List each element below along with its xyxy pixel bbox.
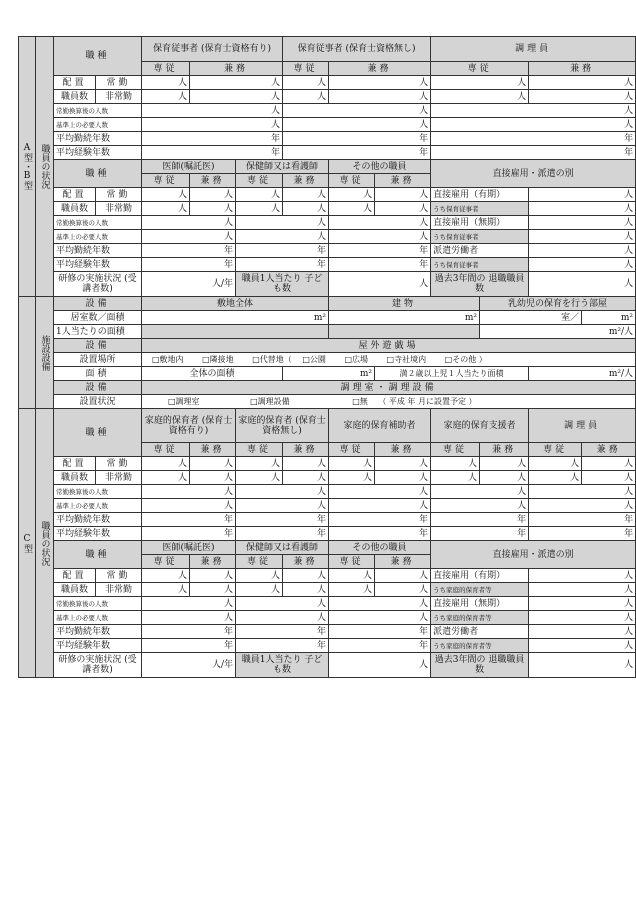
input-cell[interactable]: 人 <box>283 202 329 216</box>
table-type-c <box>18 408 636 678</box>
input-cell[interactable]: 人 <box>236 485 329 499</box>
label-haichi: 配置 <box>54 76 96 90</box>
input-cell[interactable]: 人 <box>283 90 329 104</box>
input-cell[interactable]: 人 <box>283 471 329 485</box>
input-cell[interactable]: 人 <box>329 471 375 485</box>
input-cell[interactable]: 年 <box>283 132 431 146</box>
input-cell[interactable]: 人 <box>190 76 283 90</box>
label-hitsuyo: 基準上の必要人数 <box>54 230 142 244</box>
table-facility <box>18 296 636 409</box>
input-cell[interactable]: 人 <box>142 611 236 625</box>
label-per-staff: 職員1人当たり 子ども数 <box>236 653 329 678</box>
input-cell[interactable]: 人 <box>142 597 236 611</box>
col-senju: 専従 <box>329 174 375 188</box>
label-taishoku: 過去3年間の 退職職員数 <box>431 272 529 297</box>
input-cell[interactable]: 人 <box>142 76 190 90</box>
input-cell[interactable]: 人 <box>236 202 283 216</box>
input-cell[interactable]: 人 <box>283 569 329 583</box>
input-cell[interactable]: 人 <box>236 188 283 202</box>
header-tatemono: 建物 <box>329 297 480 311</box>
header-shokushu: 職種 <box>54 160 142 188</box>
input-cell[interactable]: 人 <box>329 216 431 230</box>
input-cell[interactable]: 人 <box>529 244 636 258</box>
input-cell[interactable]: 人 <box>431 90 529 104</box>
label-setchi-jokyo: 設置状況 <box>54 395 142 409</box>
input-cell[interactable]: 人 <box>283 104 431 118</box>
checkbox-daitai[interactable]: □代替地（ <box>252 354 292 364</box>
input-cell[interactable]: 人 <box>529 90 636 104</box>
col-senju: 専従 <box>431 62 529 76</box>
input-cell[interactable]: 人 <box>329 569 375 583</box>
input-cell[interactable]: 人 <box>431 76 529 90</box>
col-kenmu: 兼務 <box>529 62 636 76</box>
input-cell[interactable]: 人 <box>329 499 431 513</box>
location-options <box>142 353 636 367</box>
header-nurse: 保健師又は看護師 <box>236 160 329 174</box>
input-cell[interactable]: 人 <box>529 485 636 499</box>
label-hijokin: 非常勤 <box>96 471 142 485</box>
input-cell[interactable]: 人 <box>375 202 431 216</box>
input-cell[interactable]: 人 <box>431 457 480 471</box>
input-cell[interactable]: 人 <box>236 230 329 244</box>
input-cell[interactable]: 人 <box>190 90 283 104</box>
input-cell[interactable]: 人 <box>142 230 236 244</box>
input-cell[interactable]: 年 <box>329 639 431 653</box>
col-senju: 専従 <box>142 174 190 188</box>
checkbox-shikichinai[interactable]: □敷地内 <box>152 354 184 364</box>
blank-cell <box>329 325 480 339</box>
input-cell[interactable]: 人 <box>329 272 431 297</box>
input-cell[interactable]: 人 <box>236 457 283 471</box>
header-doctor: 医師(嘱託医) <box>142 541 236 555</box>
input-cell[interactable]: 人 <box>190 188 236 202</box>
input-cell[interactable]: 人 <box>190 583 236 597</box>
label-kanzan: 常勤換算後の人数 <box>54 216 142 230</box>
input-cell[interactable]: 年 <box>142 639 236 653</box>
input-cell[interactable]: 人 <box>329 90 431 104</box>
checkbox-koen[interactable]: □公園 <box>302 354 326 364</box>
col-kenmu: 兼務 <box>283 443 329 457</box>
input-cell[interactable]: 年 <box>236 258 329 272</box>
label-haichi: 配置 <box>54 188 96 202</box>
label-under2: 満２歳以上児１人当たり面積 <box>375 367 529 381</box>
label-yuki: 直接雇用（有期） <box>431 569 529 583</box>
col-senju: 専従 <box>142 555 190 569</box>
input-cell[interactable]: 人 <box>529 258 636 272</box>
label-shokuinsu: 職員数 <box>54 583 96 597</box>
input-cell[interactable]: 人 <box>283 188 329 202</box>
header-hoiku-yes: 保育従事者 (保育士資格有り) <box>142 37 283 62</box>
input-cell[interactable]: 年 <box>236 639 329 653</box>
input-cell[interactable]: 人 <box>190 569 236 583</box>
input-cell[interactable]: m² <box>582 311 636 325</box>
input-cell[interactable]: 年 <box>283 146 431 160</box>
label-haken: 派遣労働者 <box>431 625 529 639</box>
header-shokushu: 職種 <box>54 541 142 569</box>
col-kenmu: 兼務 <box>375 555 431 569</box>
label-hijokin: 非常勤 <box>96 202 142 216</box>
input-cell[interactable]: 人 <box>529 216 636 230</box>
input-cell[interactable]: 人 <box>283 583 329 597</box>
input-cell[interactable]: 人 <box>142 90 190 104</box>
input-cell[interactable]: 人 <box>142 569 190 583</box>
label-kyoshitsu: 居室数／面積 <box>54 311 142 325</box>
input-cell[interactable]: m²/人 <box>529 367 636 381</box>
input-cell[interactable]: 年 <box>329 258 431 272</box>
label-uchi-hoiku: うち保育従事者 <box>431 202 529 216</box>
input-cell[interactable]: 人 <box>236 216 329 230</box>
label-haken: 派遣労働者 <box>431 244 529 258</box>
input-cell[interactable]: 人 <box>529 272 636 297</box>
input-cell[interactable]: 年 <box>142 258 236 272</box>
input-cell[interactable]: 年 <box>431 132 636 146</box>
input-cell[interactable]: 人 <box>236 569 283 583</box>
header-shikichi: 敷地全体 <box>142 297 329 311</box>
input-cell[interactable]: 人 <box>529 597 636 611</box>
checkbox-rinsetsu[interactable]: □隣接地 <box>202 354 234 364</box>
input-cell[interactable]: 人/年 <box>142 272 236 297</box>
input-cell[interactable]: 人 <box>142 202 190 216</box>
input-cell[interactable]: 人 <box>190 471 236 485</box>
input-cell[interactable]: m² <box>329 311 480 325</box>
input-cell[interactable]: 人 <box>529 76 636 90</box>
label-uchi-katei: うち家庭的保育者等 <box>431 639 529 653</box>
input-cell[interactable]: 人 <box>529 230 636 244</box>
col-kenmu: 兼務 <box>375 174 431 188</box>
header-cook: 調理員 <box>431 37 636 62</box>
col-senju: 専従 <box>236 555 283 569</box>
label-keiken: 平均経験年数 <box>54 527 142 541</box>
input-cell[interactable]: 人/年 <box>142 653 236 678</box>
label-kinzoku: 平均勤続年数 <box>54 513 142 527</box>
label-kanzan: 常勤換算後の人数 <box>54 485 142 499</box>
label-jokin: 常勤 <box>96 569 142 583</box>
input-cell[interactable]: 年 <box>142 244 236 258</box>
input-cell[interactable]: 年 <box>529 527 636 541</box>
input-cell[interactable]: 人 <box>529 639 636 653</box>
label-kenshu: 研修の実施状況 (受講者数) <box>54 272 142 297</box>
type-ab-continuation <box>19 297 36 409</box>
input-cell[interactable]: 人 <box>431 118 636 132</box>
header-setsubi: 設備 <box>54 297 142 311</box>
col-senju: 専従 <box>431 443 480 457</box>
input-cell[interactable]: 人 <box>142 216 236 230</box>
input-cell[interactable]: 人 <box>236 499 329 513</box>
input-cell[interactable]: 人 <box>236 471 283 485</box>
label-muki: 直接雇用（無期） <box>431 597 529 611</box>
input-cell[interactable]: 人 <box>329 583 375 597</box>
checkbox-chorisetsubi[interactable]: □調理設備 <box>250 396 290 406</box>
col-kenmu: 兼務 <box>329 62 431 76</box>
input-cell[interactable]: 人 <box>329 485 431 499</box>
header-nyuyoji: 乳幼児の保育を行う部屋 <box>480 297 636 311</box>
input-cell[interactable]: 人 <box>142 104 283 118</box>
header-katei-no: 家庭的保育者 (保育士資格無し) <box>236 409 329 443</box>
label-shokuinsu: 職員数 <box>54 202 96 216</box>
label-jokin: 常勤 <box>96 188 142 202</box>
col-senju: 専従 <box>142 62 190 76</box>
input-cell[interactable]: 年 <box>529 513 636 527</box>
input-cell[interactable]: 年 <box>142 146 283 160</box>
input-cell[interactable]: 年 <box>329 625 431 639</box>
label-hitsuyo: 基準上の必要人数 <box>54 611 142 625</box>
input-cell[interactable]: 人 <box>480 457 529 471</box>
input-cell[interactable]: 人 <box>190 202 236 216</box>
label-keiken: 平均経験年数 <box>54 639 142 653</box>
label-kinzoku: 平均勤続年数 <box>54 132 142 146</box>
input-cell[interactable]: 人 <box>375 583 431 597</box>
col-senju: 専従 <box>283 62 329 76</box>
header-yugijo: 屋外遊戯場 <box>142 339 636 353</box>
input-cell[interactable]: 人 <box>529 188 636 202</box>
label-kinzoku: 平均勤続年数 <box>54 625 142 639</box>
type-ab-label: A型・B型 <box>19 37 36 297</box>
input-cell[interactable]: 人 <box>582 457 636 471</box>
checkbox-nashi[interactable]: □無 <box>352 396 368 406</box>
input-cell[interactable]: 人 <box>529 457 582 471</box>
table-type-ab <box>18 36 636 297</box>
input-cell[interactable]: 人 <box>329 653 431 678</box>
input-cell[interactable]: 年 <box>236 513 329 527</box>
input-cell[interactable]: 人 <box>142 188 190 202</box>
label-haichi: 配置 <box>54 569 96 583</box>
label-kanzan: 常勤換算後の人数 <box>54 597 142 611</box>
input-cell[interactable]: 年 <box>236 527 329 541</box>
label-per-person: 1人当たりの面積 <box>54 325 142 339</box>
input-cell[interactable]: 人 <box>529 569 636 583</box>
type-c-label: C型 <box>19 409 36 678</box>
label-uchi-katei: うち家庭的保育者等 <box>431 611 529 625</box>
label-zentai-menseki: 全体の面積 <box>142 367 283 381</box>
blank-cell <box>142 325 329 339</box>
input-cell[interactable]: 人 <box>142 583 190 597</box>
input-cell[interactable]: 人 <box>375 471 431 485</box>
input-cell[interactable]: 人 <box>431 104 636 118</box>
label-jokin: 常勤 <box>96 457 142 471</box>
input-cell[interactable]: 人 <box>329 202 375 216</box>
col-kenmu: 兼務 <box>190 174 236 188</box>
checkbox-hiroba[interactable]: □広場 <box>344 354 368 364</box>
input-cell[interactable]: 年 <box>142 625 236 639</box>
input-cell[interactable]: 人 <box>529 471 582 485</box>
col-senju: 専従 <box>329 555 375 569</box>
input-cell[interactable]: 人 <box>329 76 431 90</box>
label-uchi-hoiku: うち保育従事者 <box>431 230 529 244</box>
checkbox-sonota[interactable]: □その他 ） <box>444 354 487 364</box>
header-cook: 調理員 <box>529 409 636 443</box>
label-hijokin: 非常勤 <box>96 583 142 597</box>
input-cell[interactable]: 年 <box>142 132 283 146</box>
input-cell[interactable]: 人 <box>329 457 375 471</box>
label-hitsuyo: 基準上の必要人数 <box>54 118 142 132</box>
label-menseki: 面積 <box>54 367 142 381</box>
label-taishoku: 過去3年間の 退職職員数 <box>431 653 529 678</box>
input-cell[interactable]: 人 <box>375 188 431 202</box>
input-cell[interactable]: 年 <box>236 625 329 639</box>
label-per-staff: 職員1人当たり 子ども数 <box>236 272 329 297</box>
input-cell[interactable]: 人 <box>236 597 329 611</box>
header-chorishitsu: 調理室・調理設備 <box>142 381 636 395</box>
input-cell[interactable]: 人 <box>142 118 283 132</box>
input-cell[interactable]: m² <box>283 367 375 381</box>
col-kenmu: 兼務 <box>480 443 529 457</box>
input-cell[interactable]: 人 <box>142 457 190 471</box>
input-cell[interactable]: 人 <box>142 485 236 499</box>
col-kenmu: 兼務 <box>283 555 329 569</box>
label-kinzoku: 平均勤続年数 <box>54 244 142 258</box>
col-senju: 専従 <box>236 174 283 188</box>
label-uchi-katei: うち家庭的保育者等 <box>431 583 529 597</box>
col-kenmu: 兼務 <box>375 443 431 457</box>
input-cell[interactable]: 人 <box>375 569 431 583</box>
label-keiken: 平均経験年数 <box>54 146 142 160</box>
label-keiken: 平均経験年数 <box>54 258 142 272</box>
col-kenmu: 兼務 <box>190 443 236 457</box>
input-cell[interactable]: 年 <box>329 513 431 527</box>
input-cell[interactable]: 人 <box>529 625 636 639</box>
header-setsubi: 設備 <box>54 381 142 395</box>
staff-section-label: 職員の状況 <box>36 409 54 678</box>
input-cell[interactable]: 人 <box>529 202 636 216</box>
col-senju: 専従 <box>142 443 190 457</box>
input-cell[interactable]: 人 <box>283 457 329 471</box>
label-hijokin: 非常勤 <box>96 90 142 104</box>
input-cell[interactable]: 人 <box>582 471 636 485</box>
input-cell[interactable]: m² <box>142 311 329 325</box>
header-shokushu: 職種 <box>54 37 142 76</box>
input-cell[interactable]: 人 <box>283 118 431 132</box>
label-shokuinsu: 職員数 <box>54 471 96 485</box>
header-nurse: 保健師又は看護師 <box>236 541 329 555</box>
header-chokusetsu: 直接雇用・派遣の別 <box>431 160 636 188</box>
header-shokushu: 職種 <box>54 409 142 457</box>
header-katei-yes: 家庭的保育者 (保育士資格有り) <box>142 409 236 443</box>
input-cell[interactable]: 人 <box>480 471 529 485</box>
input-cell[interactable]: m²/人 <box>480 325 636 339</box>
label-haichi: 配置 <box>54 457 96 471</box>
input-cell[interactable]: 人 <box>236 611 329 625</box>
input-cell[interactable]: 人 <box>431 485 529 499</box>
input-cell[interactable]: 人 <box>190 457 236 471</box>
checkbox-chorishitsu[interactable]: □調理室 <box>168 396 200 406</box>
col-senju: 専従 <box>329 443 375 457</box>
input-cell[interactable]: 人 <box>142 499 236 513</box>
label-setchi-basho: 設置場所 <box>54 353 142 367</box>
header-chokusetsu: 直接雇用・派遣の別 <box>431 541 636 569</box>
input-cell[interactable]: 人 <box>529 611 636 625</box>
input-cell[interactable]: 人 <box>431 499 529 513</box>
header-other: その他の職員 <box>329 160 431 174</box>
header-hoiku-no: 保育従事者 (保育士資格無し) <box>283 37 431 62</box>
input-cell[interactable]: 年 <box>236 244 329 258</box>
staff-section-label: 職員の状況 <box>36 37 54 297</box>
col-senju: 専従 <box>529 443 582 457</box>
kitchen-options <box>142 395 636 409</box>
label-hitsuyo: 基準上の必要人数 <box>54 499 142 513</box>
input-cell[interactable]: 人 <box>142 471 190 485</box>
header-setsubi: 設備 <box>54 339 142 353</box>
label-yotei: （ 平成 年 月に設置予定 ） <box>378 396 477 406</box>
input-cell[interactable]: 年 <box>431 513 529 527</box>
label-uchi-hoiku: うち保育従事者 <box>431 258 529 272</box>
input-cell[interactable]: 年 <box>431 146 636 160</box>
col-kenmu: 兼務 <box>582 443 636 457</box>
input-cell[interactable]: 人 <box>529 583 636 597</box>
header-katei-shien: 家庭的保育支援者 <box>431 409 529 443</box>
input-cell[interactable]: 年 <box>142 513 236 527</box>
input-cell[interactable]: 人 <box>375 457 431 471</box>
input-cell[interactable]: 室／ <box>480 311 582 325</box>
input-cell[interactable]: 人 <box>329 597 431 611</box>
col-kenmu: 兼務 <box>190 62 283 76</box>
input-cell[interactable]: 人 <box>529 499 636 513</box>
label-kenshu: 研修の実施状況 (受講者数) <box>54 653 142 678</box>
header-other: その他の職員 <box>329 541 431 555</box>
input-cell[interactable]: 人 <box>329 188 375 202</box>
input-cell[interactable]: 人 <box>236 583 283 597</box>
label-jokin: 常勤 <box>96 76 142 90</box>
checkbox-jisha[interactable]: □寺社境内 <box>386 354 427 364</box>
facility-section-label: 施設設備 <box>36 297 54 409</box>
input-cell[interactable]: 年 <box>329 244 431 258</box>
input-cell[interactable]: 人 <box>329 611 431 625</box>
label-yuki: 直接雇用（有期） <box>431 188 529 202</box>
header-doctor: 医師(嘱託医) <box>142 160 236 174</box>
header-katei-hojo: 家庭的保育補助者 <box>329 409 431 443</box>
staff-facility-form <box>18 36 634 678</box>
input-cell[interactable]: 人 <box>283 76 329 90</box>
label-kanzan: 常勤換算後の人数 <box>54 104 142 118</box>
label-muki: 直接雇用（無期） <box>431 216 529 230</box>
col-kenmu: 兼務 <box>283 174 329 188</box>
input-cell[interactable]: 年 <box>142 527 236 541</box>
input-cell[interactable]: 人 <box>329 230 431 244</box>
input-cell[interactable]: 人 <box>529 653 636 678</box>
col-senju: 専従 <box>236 443 283 457</box>
label-shokuinsu: 職員数 <box>54 90 96 104</box>
input-cell[interactable]: 年 <box>329 527 431 541</box>
col-kenmu: 兼務 <box>190 555 236 569</box>
input-cell[interactable]: 人 <box>431 471 480 485</box>
input-cell[interactable]: 年 <box>431 527 529 541</box>
